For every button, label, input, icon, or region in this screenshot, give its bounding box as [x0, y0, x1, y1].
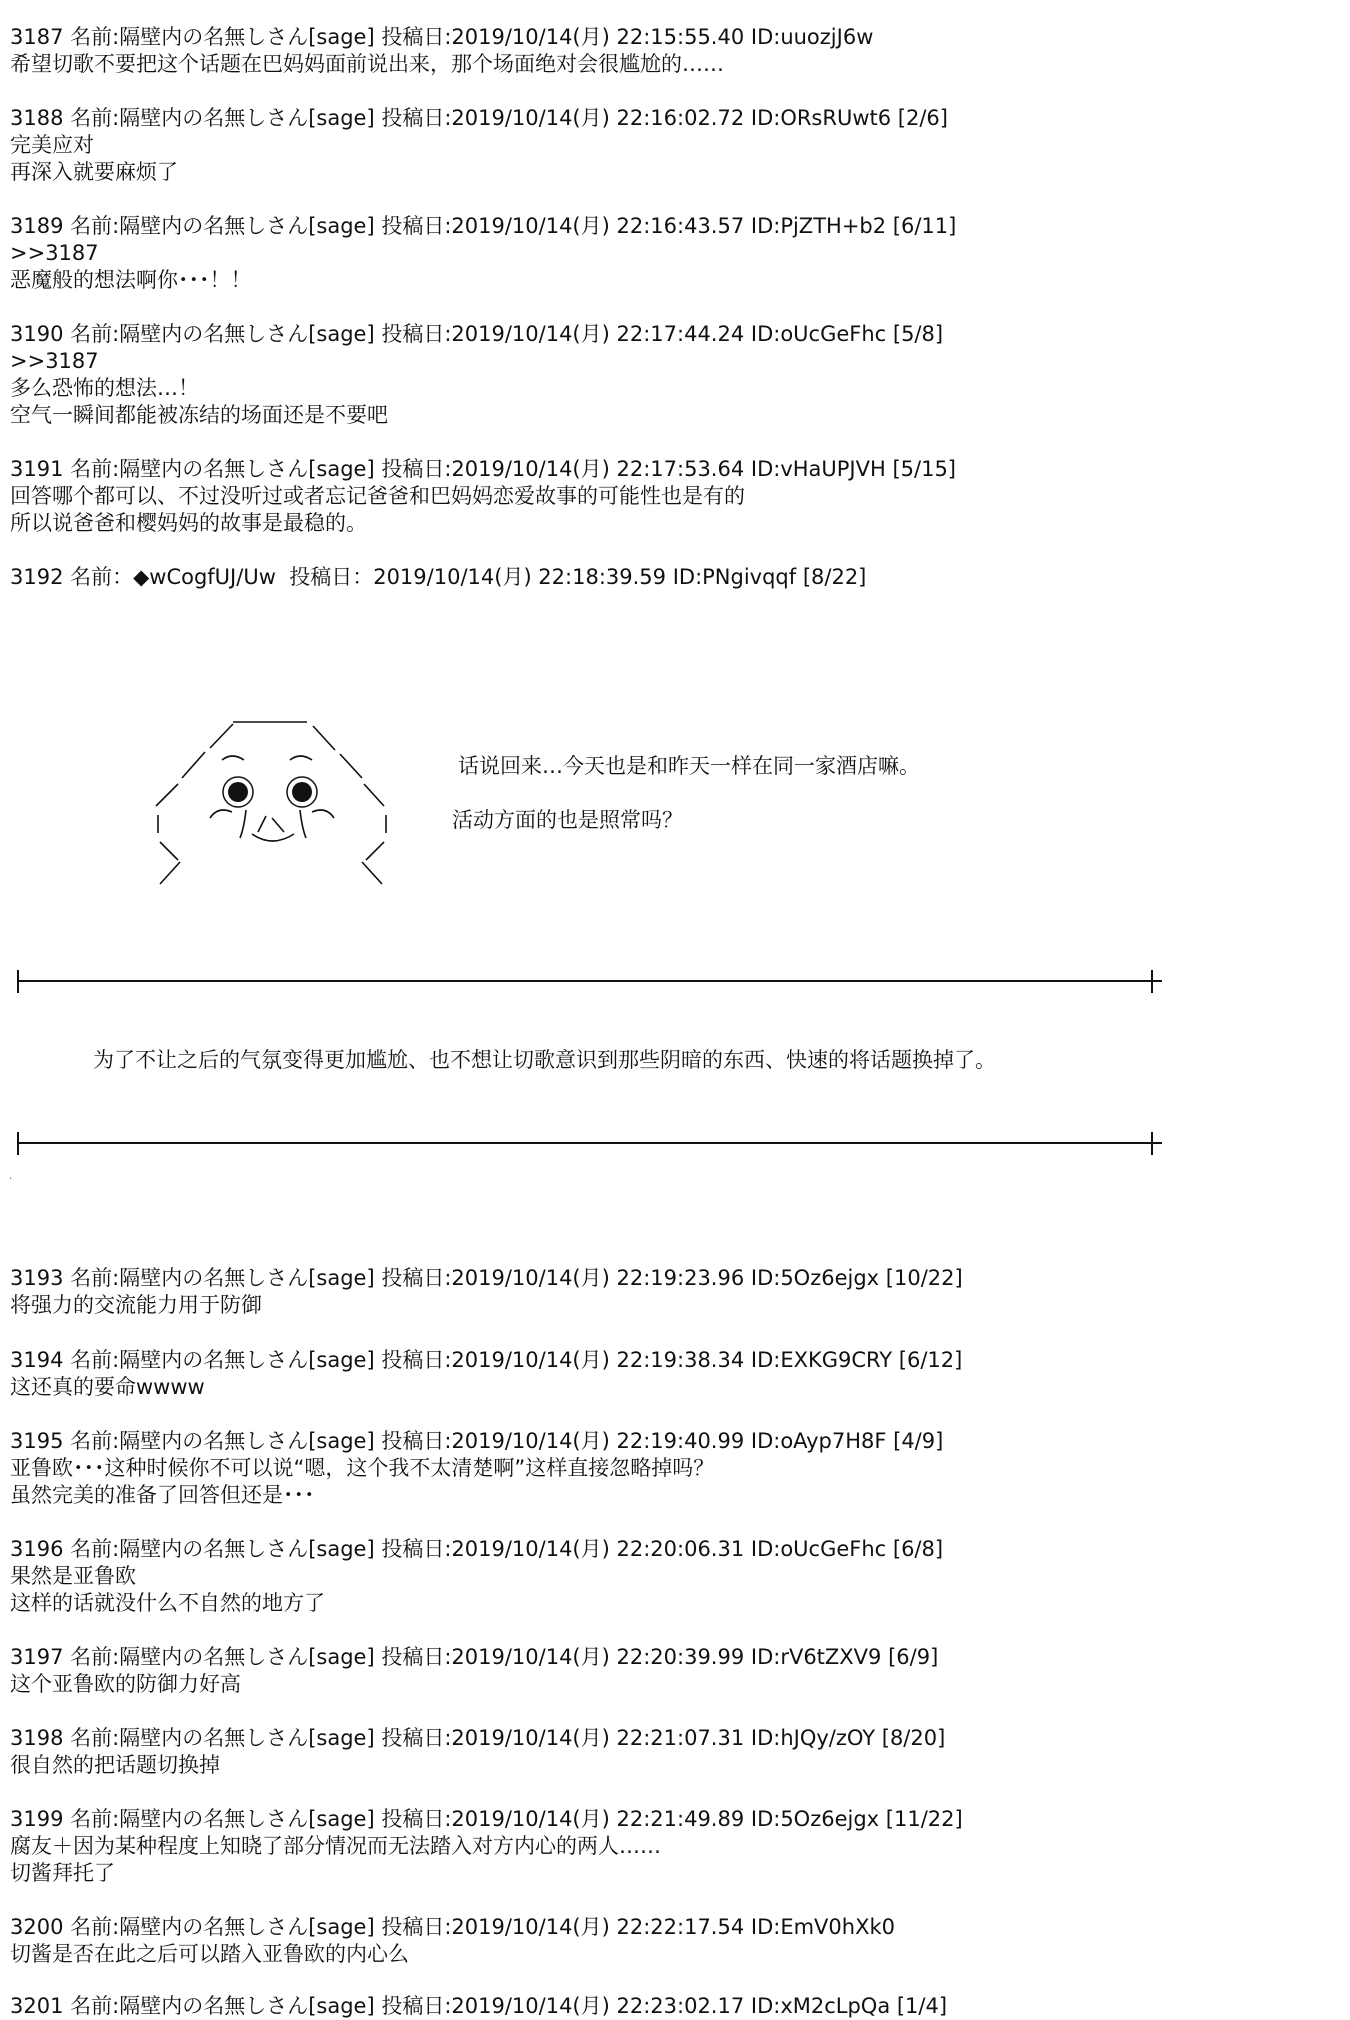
reply-anchor-link[interactable]: >>3187 — [10, 241, 99, 265]
post-header: 3195 名前:隔壁内の名無しさん[sage] 投稿日:2019/10/14(月) 22:19:40.99 ID:oAyp7H8F [4/9] — [10, 1429, 944, 1453]
post-header: 3191 名前:隔壁内の名無しさん[sage] 投稿日:2019/10/14(月) 22:17:53.64 ID:vHaUPJVH [5/15] — [10, 457, 957, 481]
post-3198 — [10, 1725, 1330, 1779]
post-body-line: 空气一瞬间都能被冻结的场面还是不要吧 — [10, 403, 388, 427]
post-3195 — [10, 1428, 1330, 1509]
aa-narration: 为了不让之后的气氛变得更加尴尬、也不想让切歌意识到那些阴暗的东西、快速的将话题换掉了。 — [93, 1048, 996, 1072]
post-body-line: 这样的话就没什么不自然的地方了 — [10, 1591, 325, 1615]
post-body-line: 所以说爸爸和樱妈妈的故事是最稳的。 — [10, 511, 367, 535]
separator-bottom — [18, 1132, 1162, 1155]
post-header: 3189 名前:隔壁内の名無しさん[sage] 投稿日:2019/10/14(月) 22:16:43.57 ID:PjZTH+b2 [6/11] — [10, 214, 957, 238]
post-header: 3201 名前:隔壁内の名無しさん[sage] 投稿日:2019/10/14(月) 22:23:02.17 ID:xM2cLpQa [1/4] — [10, 1994, 948, 2018]
post-body-line: 果然是亚鲁欧 — [10, 1564, 136, 1588]
post-body-line: 将强力的交流能力用于防御 — [10, 1293, 262, 1317]
post-3193 — [10, 1265, 1330, 1319]
post-header: 3198 名前:隔壁内の名無しさん[sage] 投稿日:2019/10/14(月) 22:21:07.31 ID:hJQy/zOY [8/20] — [10, 1726, 946, 1750]
post-body-line: 这个亚鲁欧的防御力好高 — [10, 1672, 241, 1696]
post-body-line: 恶魔般的想法啊你･･･！！ — [10, 268, 252, 292]
post-body-line: 腐友＋因为某种程度上知晓了部分情况而无法踏入对方内心的两人…… — [10, 1834, 661, 1858]
post-body-line: 这还真的要命wwww — [10, 1375, 205, 1399]
character-eyes — [223, 777, 317, 807]
post-header: 3192 名前：◆wCogfUJ/Uw 投稿日：2019/10/14(月) 22:18:39.59 ID:PNgivqqf [8/22] — [10, 565, 867, 589]
post-body-line: 多么恐怖的想法…！ — [10, 376, 199, 400]
character-ascii-art — [156, 722, 386, 884]
post-body-line: 亚鲁欧･･･这种时候你不可以说“嗯，这个我不太清楚啊”这样直接忽略掉吗？ — [10, 1456, 715, 1480]
post-header: 3194 名前:隔壁内の名無しさん[sage] 投稿日:2019/10/14(月) 22:19:38.34 ID:EXKG9CRY [6/12] — [10, 1348, 963, 1372]
post-header: 3190 名前:隔壁内の名無しさん[sage] 投稿日:2019/10/14(月) 22:17:44.24 ID:oUcGeFhc [5/8] — [10, 322, 944, 346]
post-3201 — [10, 1993, 1330, 2020]
post-header: 3197 名前:隔壁内の名無しさん[sage] 投稿日:2019/10/14(月) 22:20:39.99 ID:rV6tZXV9 [6/9] — [10, 1645, 939, 1669]
post-header: 3188 名前:隔壁内の名無しさん[sage] 投稿日:2019/10/14(月) 22:16:02.72 ID:ORsRUwt6 [2/6] — [10, 106, 948, 130]
post-body-line: 再深入就要麻烦了 — [10, 160, 178, 184]
aa-dialog-line: 活动方面的也是照常吗？ — [452, 808, 683, 832]
aa-dialog-line: 话说回来…今天也是和昨天一样在同一家酒店嘛。 — [458, 754, 920, 778]
post-3200 — [10, 1914, 1330, 1968]
post-body-line: 希望切歌不要把这个话题在巴妈妈面前说出来，那个场面绝对会很尴尬的…… — [10, 52, 724, 76]
reply-anchor-link[interactable]: >>3187 — [10, 349, 99, 373]
post-body-line: 虽然完美的准备了回答但还是･･･ — [10, 1483, 315, 1507]
post-body-line: 回答哪个都可以、不过没听过或者忘记爸爸和巴妈妈恋爱故事的可能性也是有的 — [10, 484, 745, 508]
post-body-line: 切酱拜托了 — [10, 1861, 115, 1885]
post-body-line: 很自然的把话题切换掉 — [10, 1753, 220, 1777]
post-3194 — [10, 1347, 1330, 1401]
post-body-line: 切酱是否在此之后可以踏入亚鲁欧的内心么 — [10, 1942, 409, 1966]
separator-top — [18, 970, 1162, 993]
post-header: 3193 名前:隔壁内の名無しさん[sage] 投稿日:2019/10/14(月) 22:19:23.96 ID:5Oz6ejgx [10/22] — [10, 1266, 963, 1290]
post-header: 3187 名前:隔壁内の名無しさん[sage] 投稿日:2019/10/14(月) 22:15:55.40 ID:uuozjJ6w — [10, 25, 874, 49]
post-header: 3199 名前:隔壁内の名無しさん[sage] 投稿日:2019/10/14(月) 22:21:49.89 ID:5Oz6ejgx [11/22] — [10, 1807, 963, 1831]
post-3196 — [10, 1536, 1330, 1617]
post-header: 3196 名前:隔壁内の名無しさん[sage] 投稿日:2019/10/14(月) 22:20:06.31 ID:oUcGeFhc [6/8] — [10, 1537, 944, 1561]
post-body-line: 完美应对 — [10, 133, 94, 157]
post-header: 3200 名前:隔壁内の名無しさん[sage] 投稿日:2019/10/14(月) 22:22:17.54 ID:EmV0hXk0 — [10, 1915, 895, 1939]
post-3197 — [10, 1644, 1330, 1698]
post-3199 — [10, 1806, 1330, 1887]
separator-dot: . — [9, 1171, 13, 1182]
